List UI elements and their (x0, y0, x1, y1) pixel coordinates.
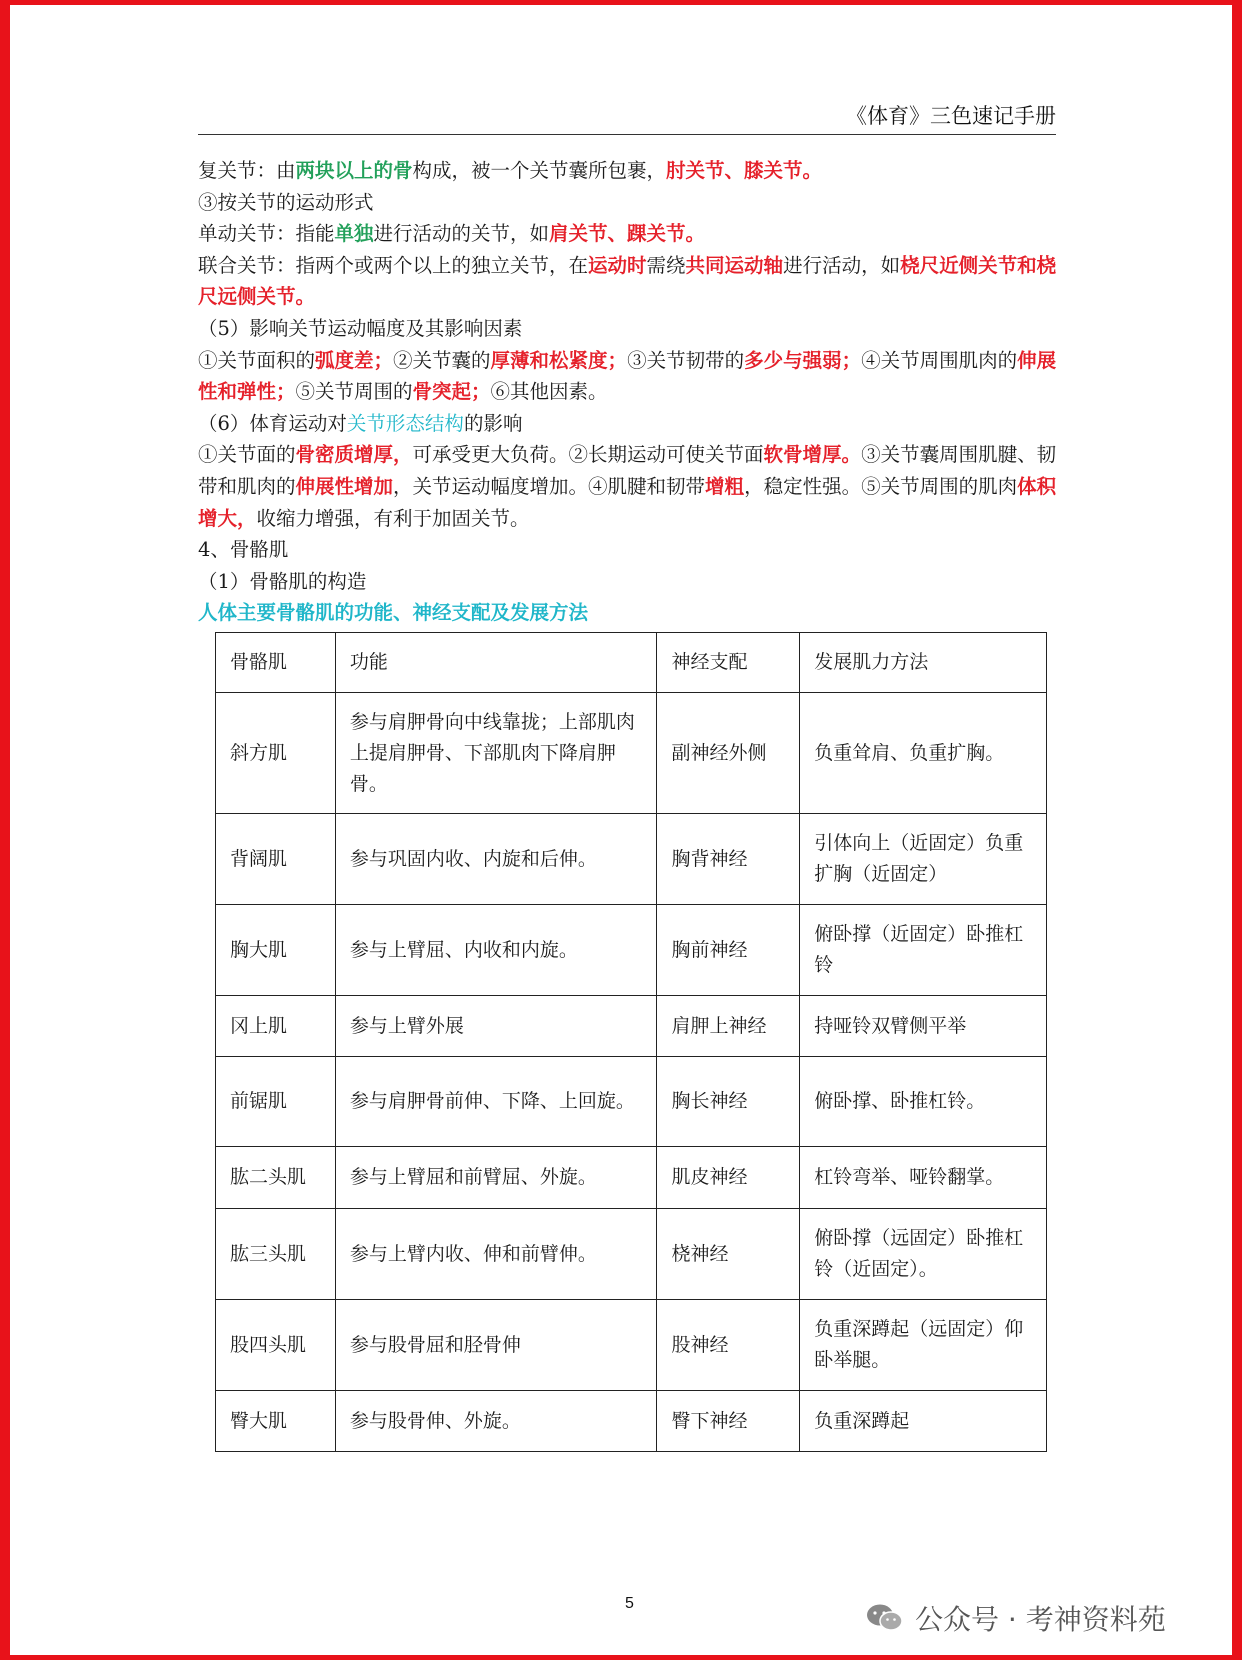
paragraph-heading-motion-form: ③按关节的运动形式 (198, 190, 374, 214)
paragraph-single-joint: 单动关节：指能单独进行活动的关节，如肩关节、踝关节。 (198, 222, 706, 246)
table-header-cell: 发展肌力方法 (800, 633, 1047, 693)
document-page (10, 5, 1232, 1655)
paragraph-heading-5: （5）影响关节运动幅度及其影响因素 (198, 316, 523, 340)
table-cell: 肱三头肌 (216, 1209, 336, 1300)
table-cell: 肱二头肌 (216, 1147, 336, 1209)
table-cell: 股神经 (657, 1300, 800, 1391)
table-row (216, 1391, 1047, 1452)
paragraph-heading-6: （6）体育运动对关节形态结构的影响 (198, 411, 523, 435)
table-cell: 胸长神经 (657, 1057, 800, 1147)
table-cell: 引体向上（近固定）负重扩胸（近固定） (800, 814, 1047, 905)
table-cell: 负重耸肩、负重扩胸。 (800, 693, 1047, 814)
muscle-table (215, 632, 1047, 1452)
table-cell: 参与股骨伸、外旋。 (335, 1391, 657, 1452)
table-header-row (216, 633, 1047, 693)
table-row (216, 1209, 1047, 1300)
page-number: 5 (625, 1595, 634, 1612)
table-cell: 桡神经 (657, 1209, 800, 1300)
table-cell: 背阔肌 (216, 814, 336, 905)
wechat-icon (865, 1602, 905, 1634)
table-cell: 参与上臂屈和前臂屈、外旋。 (335, 1147, 657, 1209)
table-cell: 俯卧撑、卧推杠铃。 (800, 1057, 1047, 1147)
table-cell: 参与股骨屈和胫骨伸 (335, 1300, 657, 1391)
table-cell: 股四头肌 (216, 1300, 336, 1391)
table-cell: 臀大肌 (216, 1391, 336, 1452)
table-cell: 肌皮神经 (657, 1147, 800, 1209)
paragraph-effects: ①关节面的骨密质增厚，可承受更大负荷。②长期运动可使关节面软骨增厚。③关节囊周围肌腱、韧带和肌肉的伸展性增加，关节运动幅度增加。④肌腱和韧带增粗，稳定性强。⑤关节周围的肌肉体积增大，收缩力增强，有利于加固关节。 (198, 443, 1057, 530)
table-cell: 参与上臂内收、伸和前臂伸。 (335, 1209, 657, 1300)
paragraph-compound-joint: 复关节：由两块以上的骨构成，被一个关节囊所包裹，肘关节、膝关节。 (198, 159, 823, 182)
muscle-table-body (216, 633, 1047, 1452)
table-cell: 负重深蹲起 (800, 1391, 1047, 1452)
table-cell: 参与肩胛骨向中线靠拢；上部肌肉上提肩胛骨、下部肌肉下降肩胛骨。 (335, 693, 657, 814)
table-cell: 参与肩胛骨前伸、下降、上回旋。 (335, 1057, 657, 1147)
table-cell: 俯卧撑（近固定）卧推杠铃 (800, 905, 1047, 996)
paragraph-factors: ①关节面积的弧度差；②关节囊的厚薄和松紧度；③关节韧带的多少与强弱；④关节周围肌肉的伸展性和弹性；⑤关节周围的骨突起；⑥其他因素。 (198, 348, 1057, 404)
section-heading-skeletal-muscle: 4、骨骼肌 (198, 538, 289, 562)
table-row (216, 905, 1047, 996)
table-row (216, 996, 1047, 1057)
table-header-cell: 神经支配 (657, 633, 800, 693)
table-cell: 参与巩固内收、内旋和后伸。 (335, 814, 657, 905)
body-text (198, 155, 1058, 629)
paragraph-combined-joint: 联合关节：指两个或两个以上的独立关节，在运动时需绕共同运动轴进行活动，如桡尺近侧关节和桡尺远侧关节。 (198, 253, 1057, 309)
table-row (216, 693, 1047, 814)
table-cell: 肩胛上神经 (657, 996, 800, 1057)
table-row (216, 814, 1047, 905)
table-cell: 参与上臂外展 (335, 996, 657, 1057)
header-title: 《体育》三色速记手册 (846, 104, 1056, 128)
table-cell: 冈上肌 (216, 996, 336, 1057)
table-cell: 持哑铃双臂侧平举 (800, 996, 1047, 1057)
table-cell: 副神经外侧 (657, 693, 800, 814)
table-cell: 俯卧撑（远固定）卧推杠铃（近固定）。 (800, 1209, 1047, 1300)
table-caption: 人体主要骨骼肌的功能、神经支配及发展方法 (198, 601, 589, 625)
table-header-cell: 骨骼肌 (216, 633, 336, 693)
page-header (198, 100, 1056, 135)
table-cell: 臀下神经 (657, 1391, 800, 1452)
table-cell: 胸前神经 (657, 905, 800, 996)
table-cell: 前锯肌 (216, 1057, 336, 1147)
table-row (216, 1147, 1047, 1209)
table-cell: 斜方肌 (216, 693, 336, 814)
watermark-text: 公众号 · 考神资料苑 (915, 1603, 1166, 1636)
table-cell: 胸大肌 (216, 905, 336, 996)
table-row (216, 1300, 1047, 1391)
table-row (216, 1057, 1047, 1147)
table-cell: 参与上臂屈、内收和内旋。 (335, 905, 657, 996)
table-header-cell: 功能 (335, 633, 657, 693)
watermark (865, 1598, 1166, 1638)
subsection-heading-structure: （1）骨骼肌的构造 (198, 569, 367, 593)
table-cell: 杠铃弯举、哑铃翻掌。 (800, 1147, 1047, 1209)
table-cell: 负重深蹲起（远固定）仰卧举腿。 (800, 1300, 1047, 1391)
table-cell: 胸背神经 (657, 814, 800, 905)
